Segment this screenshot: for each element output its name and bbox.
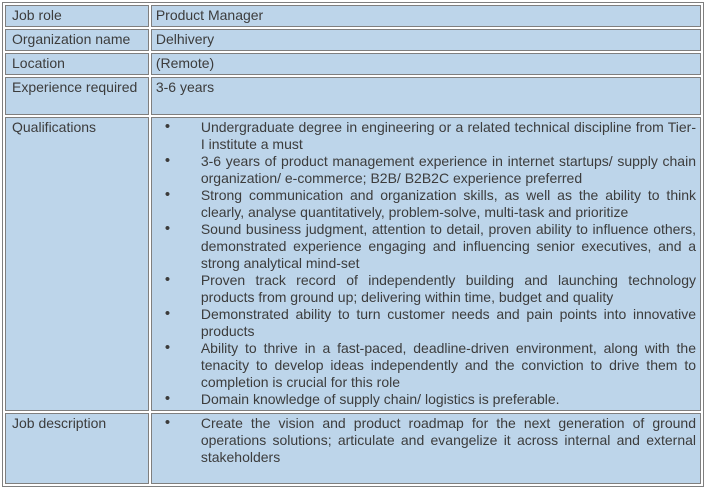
bullet-item	[156, 415, 696, 466]
row-value-qualifications	[151, 117, 701, 411]
row-label-job-role: Job role	[5, 5, 149, 27]
bullet-item	[156, 119, 696, 153]
bullet-text: Demonstrated ability to turn customer needs and pain points into innovative products	[200, 306, 696, 339]
bullet-text: 3-6 years of product management experience in internet startups/ supply chain organization/ e-commerce; B2B/ B2B2C experience preferred	[200, 153, 696, 186]
row-value-organization-name: Delhivery	[151, 29, 701, 51]
bullet-text: Sound business judgment, attention to detail, proven ability to influence others, demonstrated experience engaging and influencing senior executives, and a strong analytical mind-set	[200, 221, 696, 271]
bullet-icon: •	[164, 186, 171, 203]
row-label-qualifications: Qualifications	[5, 117, 149, 411]
bullet-icon: •	[164, 305, 171, 322]
bullet-text: Ability to thrive in a fast-paced, deadline-driven environment, along with the tenacity to develop ideas independently and the conviction to drive them to completion is crucial for this role	[200, 340, 696, 390]
bullet-icon: •	[164, 414, 171, 431]
row-value-location: (Remote)	[151, 53, 701, 75]
bullet-icon: •	[164, 118, 171, 135]
row-label-job-description: Job description	[5, 413, 149, 484]
bullet-icon: •	[164, 220, 171, 237]
bullet-text: Proven track record of independently building and launching technology products from ground up; delivering within time, budget and quality	[200, 272, 696, 305]
bullet-text: Undergraduate degree in engineering or a related technical discipline from Tier-I institute a must	[200, 119, 696, 152]
bullet-item	[156, 153, 696, 187]
row-value-job-description	[151, 413, 701, 484]
bullet-item	[156, 391, 696, 408]
row-value-experience-required: 3-6 years	[151, 77, 701, 115]
row-label-organization-name: Organization name	[5, 29, 149, 51]
bullet-item	[156, 272, 696, 306]
row-label-location: Location	[5, 53, 149, 75]
row-value-job-role: Product Manager	[151, 5, 701, 27]
table-row-location	[5, 53, 701, 75]
bullet-item	[156, 187, 696, 221]
table-row-qualifications	[5, 117, 701, 411]
bullet-text: Strong communication and organization skills, as well as the ability to think clearly, analyse quantitatively, problem-solve, multi-task and prioritize	[200, 187, 696, 220]
table-row-job-role	[5, 5, 701, 27]
bullet-icon: •	[164, 271, 171, 288]
bullet-text: Domain knowledge of supply chain/ logistics is preferable.	[200, 391, 560, 407]
bullet-item	[156, 221, 696, 272]
job-description-list	[156, 415, 696, 466]
bullet-icon: •	[164, 339, 171, 356]
job-details-table	[2, 2, 704, 487]
bullet-item	[156, 340, 696, 391]
row-label-experience-required: Experience required	[5, 77, 149, 115]
bullet-item	[156, 306, 696, 340]
table-row-experience-required	[5, 77, 701, 115]
bullet-icon: •	[164, 152, 171, 169]
bullet-text: Create the vision and product roadmap for the next generation of ground operations solutions; articulate and evangelize it across internal and external stakeholders	[200, 415, 696, 465]
table-row-organization-name	[5, 29, 701, 51]
qualifications-list	[156, 119, 696, 408]
table-row-job-description	[5, 413, 701, 484]
bullet-icon: •	[164, 390, 171, 407]
